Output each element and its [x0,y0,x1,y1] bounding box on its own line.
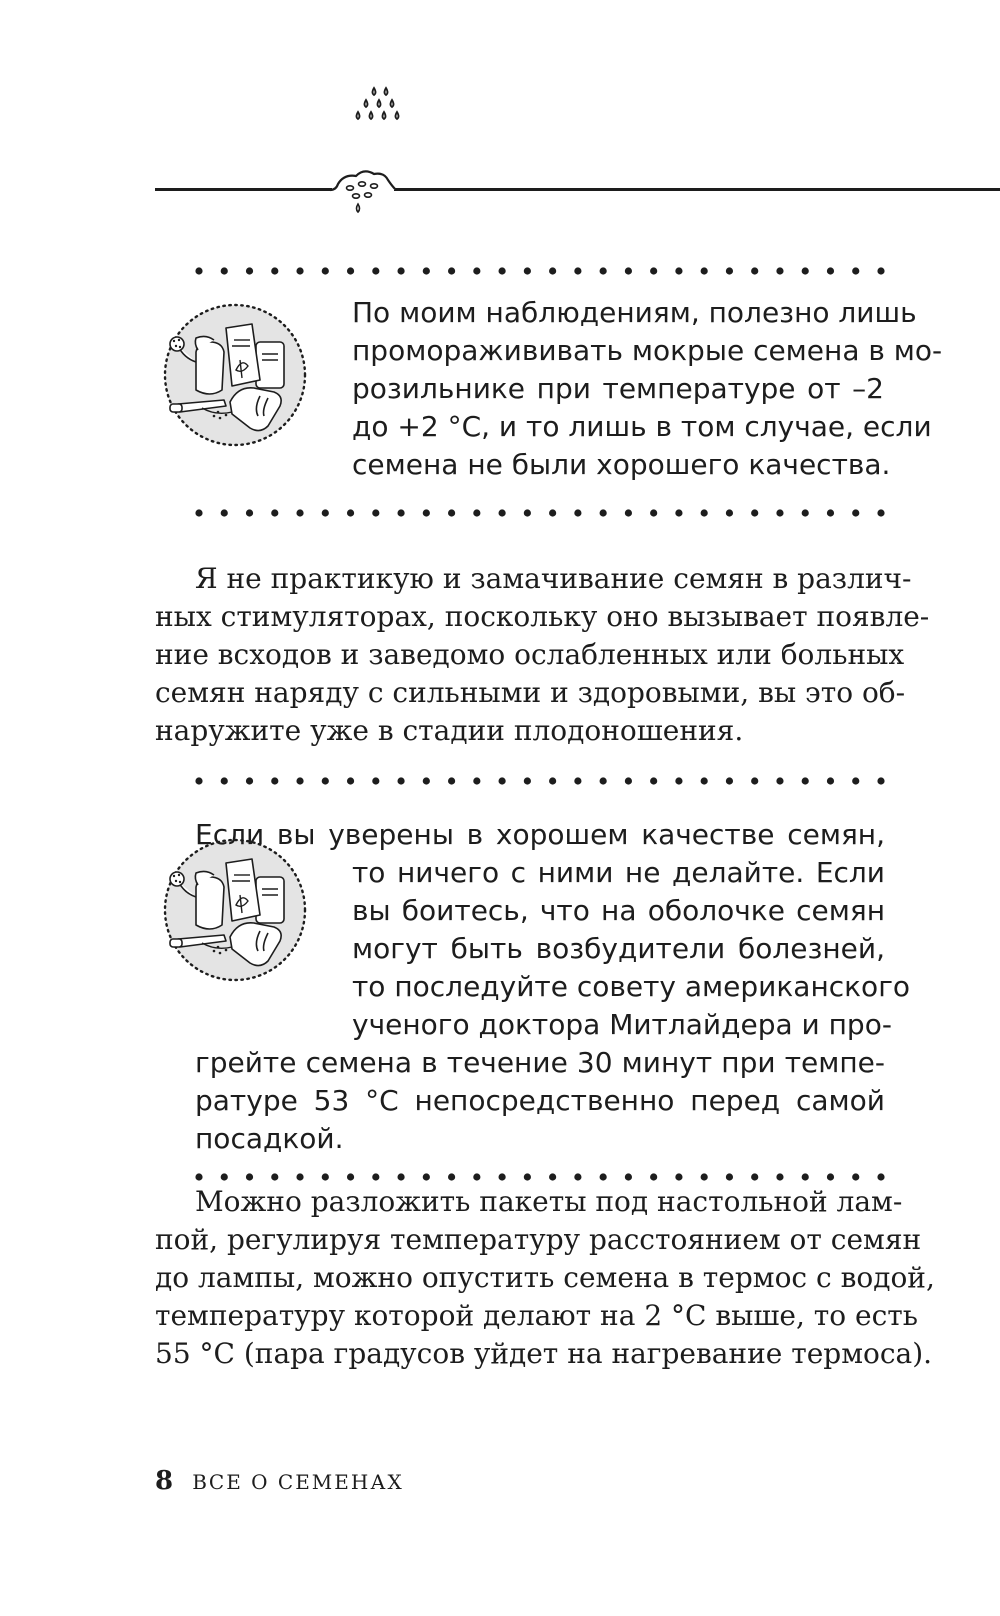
separator-dot [877,267,884,274]
separator-dot [751,777,758,784]
separator-dot [524,777,531,784]
separator-dot [827,777,834,784]
dotted-separator [195,774,885,788]
separator-dot [246,1173,253,1180]
separator-dot [751,1173,758,1180]
separator-dot [751,267,758,274]
text-line: могут быть возбудители болезней, [352,932,885,965]
separator-dot [221,777,228,784]
separator-dot [549,1173,556,1180]
seedling-ornament-icon [328,170,398,222]
separator-dot [448,777,455,784]
separator-dot [675,267,682,274]
dotted-separator [195,1170,885,1184]
separator-dot [322,509,329,516]
separator-dot [625,509,632,516]
separator-dot [296,777,303,784]
text-line: ратуре 53 °С непосредственно перед самой [195,1084,885,1117]
note-2-text [195,816,911,1158]
separator-dot [776,777,783,784]
separator-dot [852,777,859,784]
separator-dot [549,777,556,784]
separator-dot [650,509,657,516]
separator-dot [372,267,379,274]
separator-dot [423,1173,430,1180]
header-rule [155,188,1000,191]
separator-dot [776,1173,783,1180]
separator-dot [271,777,278,784]
separator-dot [701,777,708,784]
separator-dot [473,267,480,274]
separator-dot [574,1173,581,1180]
separator-dot [675,1173,682,1180]
separator-dot [625,267,632,274]
text-line: до +2 °С, и то лишь в том случае, если [352,410,932,443]
separator-dot [296,267,303,274]
separator-dot [827,509,834,516]
text-line: По моим наблюдениям, полезно лишь [352,296,917,329]
text-line: пой, регулируя температуру расстоянием от семян [155,1223,922,1256]
text-line: розильнике при температуре от –2 [352,372,884,405]
text-line: ных стимуляторах, поскольку оно вызывает появле- [155,600,930,633]
separator-dot [549,509,556,516]
separator-dot [574,267,581,274]
separator-dot [448,267,455,274]
separator-dot [751,509,758,516]
text-line: 55 °С (пара градусов уйдет на нагревание термоса). [155,1337,933,1370]
separator-dot [271,509,278,516]
separator-dot [246,509,253,516]
text-line: вы боитесь, что на оболочке семян [352,894,885,927]
text-line: проморажививать мокрые семена в мо- [352,334,943,367]
separator-dot [372,777,379,784]
separator-dot [574,777,581,784]
separator-dot [776,267,783,274]
separator-dot [423,777,430,784]
separator-dot [726,267,733,274]
separator-dot [271,267,278,274]
separator-dot [195,1173,202,1180]
separator-dot [347,267,354,274]
separator-dot [524,1173,531,1180]
separator-dot [701,509,708,516]
separator-dot [296,509,303,516]
separator-dot [347,509,354,516]
separator-dot [195,777,202,784]
text-line: посадкой. [195,1122,344,1155]
text-line: ученого доктора Митлайдера и про- [352,1008,892,1041]
separator-dot [423,509,430,516]
separator-dot [852,1173,859,1180]
separator-dot [675,509,682,516]
paragraph-1 [155,560,930,750]
text-line: до лампы, можно опустить семена в термос с водой, [155,1261,935,1294]
text-line: то последуйте совету американского [352,970,911,1003]
separator-dot [397,1173,404,1180]
separator-dot [701,1173,708,1180]
separator-dot [246,777,253,784]
separator-dot [852,267,859,274]
separator-dot [625,1173,632,1180]
separator-dot [372,509,379,516]
separator-dot [877,1173,884,1180]
separator-dot [827,267,834,274]
separator-dot [221,267,228,274]
separator-dot [246,267,253,274]
separator-dot [574,509,581,516]
separator-dot [499,1173,506,1180]
text-line: ние всходов и заведомо ослабленных или больных [155,638,905,671]
text-line: Если вы уверены в хорошем качестве семян, [195,818,885,851]
separator-dot [322,777,329,784]
page-footer [155,1466,404,1496]
separator-dot [650,777,657,784]
gardening-tools-badge-icon [160,300,310,450]
separator-dot [499,509,506,516]
separator-dot [372,1173,379,1180]
separator-dot [650,1173,657,1180]
separator-dot [473,509,480,516]
text-line: семена не были хорошего качества. [352,448,891,481]
text-line: Я не практикую и замачивание семян в различ- [195,562,912,595]
separator-dot [600,777,607,784]
separator-dot [347,1173,354,1180]
separator-dot [499,777,506,784]
separator-dot [499,267,506,274]
separator-dot [600,267,607,274]
separator-dot [524,267,531,274]
separator-dot [448,509,455,516]
separator-dot [802,267,809,274]
separator-dot [650,267,657,274]
separator-dot [397,777,404,784]
separator-dot [473,1173,480,1180]
separator-dot [322,1173,329,1180]
separator-dot [877,509,884,516]
separator-dot [675,777,682,784]
separator-dot [600,509,607,516]
separator-dot [600,1173,607,1180]
separator-dot [827,1173,834,1180]
text-line: то ничего с ними не делайте. Если [352,856,885,889]
separator-dot [397,267,404,274]
separator-dot [802,509,809,516]
separator-dot [473,777,480,784]
separator-dot [448,1173,455,1180]
text-line: наружите уже в стадии плодоношения. [155,714,744,747]
running-title: ВСЕ О СЕМЕНАХ [192,1470,404,1494]
separator-dot [726,1173,733,1180]
separator-dot [701,267,708,274]
dotted-separator [195,264,885,278]
seed-drops-icon [352,82,408,132]
separator-dot [221,509,228,516]
separator-dot [549,267,556,274]
separator-dot [195,267,202,274]
separator-dot [776,509,783,516]
separator-dot [802,1173,809,1180]
separator-dot [221,1173,228,1180]
note-1-text [352,294,943,484]
separator-dot [296,1173,303,1180]
text-line: температуру которой делают на 2 °С выше, то есть [155,1299,919,1332]
separator-dot [524,509,531,516]
separator-dot [726,777,733,784]
separator-dot [347,777,354,784]
separator-dot [802,777,809,784]
separator-dot [271,1173,278,1180]
text-line: Можно разложить пакеты под настольной лам- [195,1185,903,1218]
separator-dot [397,509,404,516]
text-line: семян наряду с сильными и здоровыми, вы это об- [155,676,906,709]
separator-dot [195,509,202,516]
separator-dot [625,777,632,784]
separator-dot [877,777,884,784]
page-number: 8 [155,1466,174,1496]
separator-dot [726,509,733,516]
separator-dot [423,267,430,274]
separator-dot [322,267,329,274]
text-line: грейте семена в течение 30 минут при темпе- [195,1046,885,1079]
separator-dot [852,509,859,516]
paragraph-2 [155,1183,935,1373]
dotted-separator [195,506,885,520]
